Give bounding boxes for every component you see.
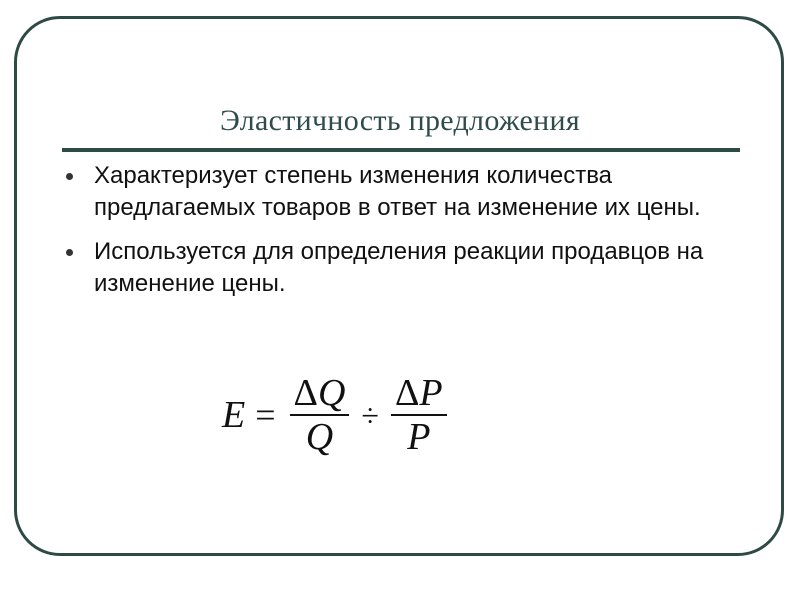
fraction-numerator bbox=[391, 372, 447, 414]
numerator-variable: Q bbox=[317, 372, 346, 414]
division-operator: ÷ bbox=[361, 396, 379, 433]
bullet-dot-icon bbox=[66, 249, 73, 256]
formula-equals: = bbox=[255, 395, 276, 435]
fraction-quantity bbox=[290, 372, 350, 458]
fraction-price bbox=[391, 372, 447, 458]
title-underline bbox=[62, 148, 740, 152]
bullet-item bbox=[64, 236, 724, 300]
fraction-numerator bbox=[290, 372, 350, 414]
bullet-text: Характеризует степень изменения количества предлагаемых товаров в ответ на изменение их цены. bbox=[94, 162, 701, 221]
bullet-dot-icon bbox=[66, 173, 73, 180]
bullet-text: Используется для определения реакции продавцов на изменение цены. bbox=[94, 238, 704, 297]
bullet-list bbox=[64, 160, 724, 300]
fraction-denominator: Q bbox=[305, 416, 334, 458]
elasticity-formula bbox=[222, 368, 451, 462]
slide-title: Эластичность предложения bbox=[220, 104, 580, 137]
fraction-denominator: P bbox=[407, 416, 431, 458]
bullet-item bbox=[64, 160, 724, 224]
numerator-variable: P bbox=[419, 372, 443, 414]
delta-symbol: Δ bbox=[394, 372, 420, 414]
delta-symbol: Δ bbox=[293, 372, 318, 414]
formula-lhs: E bbox=[222, 394, 246, 436]
